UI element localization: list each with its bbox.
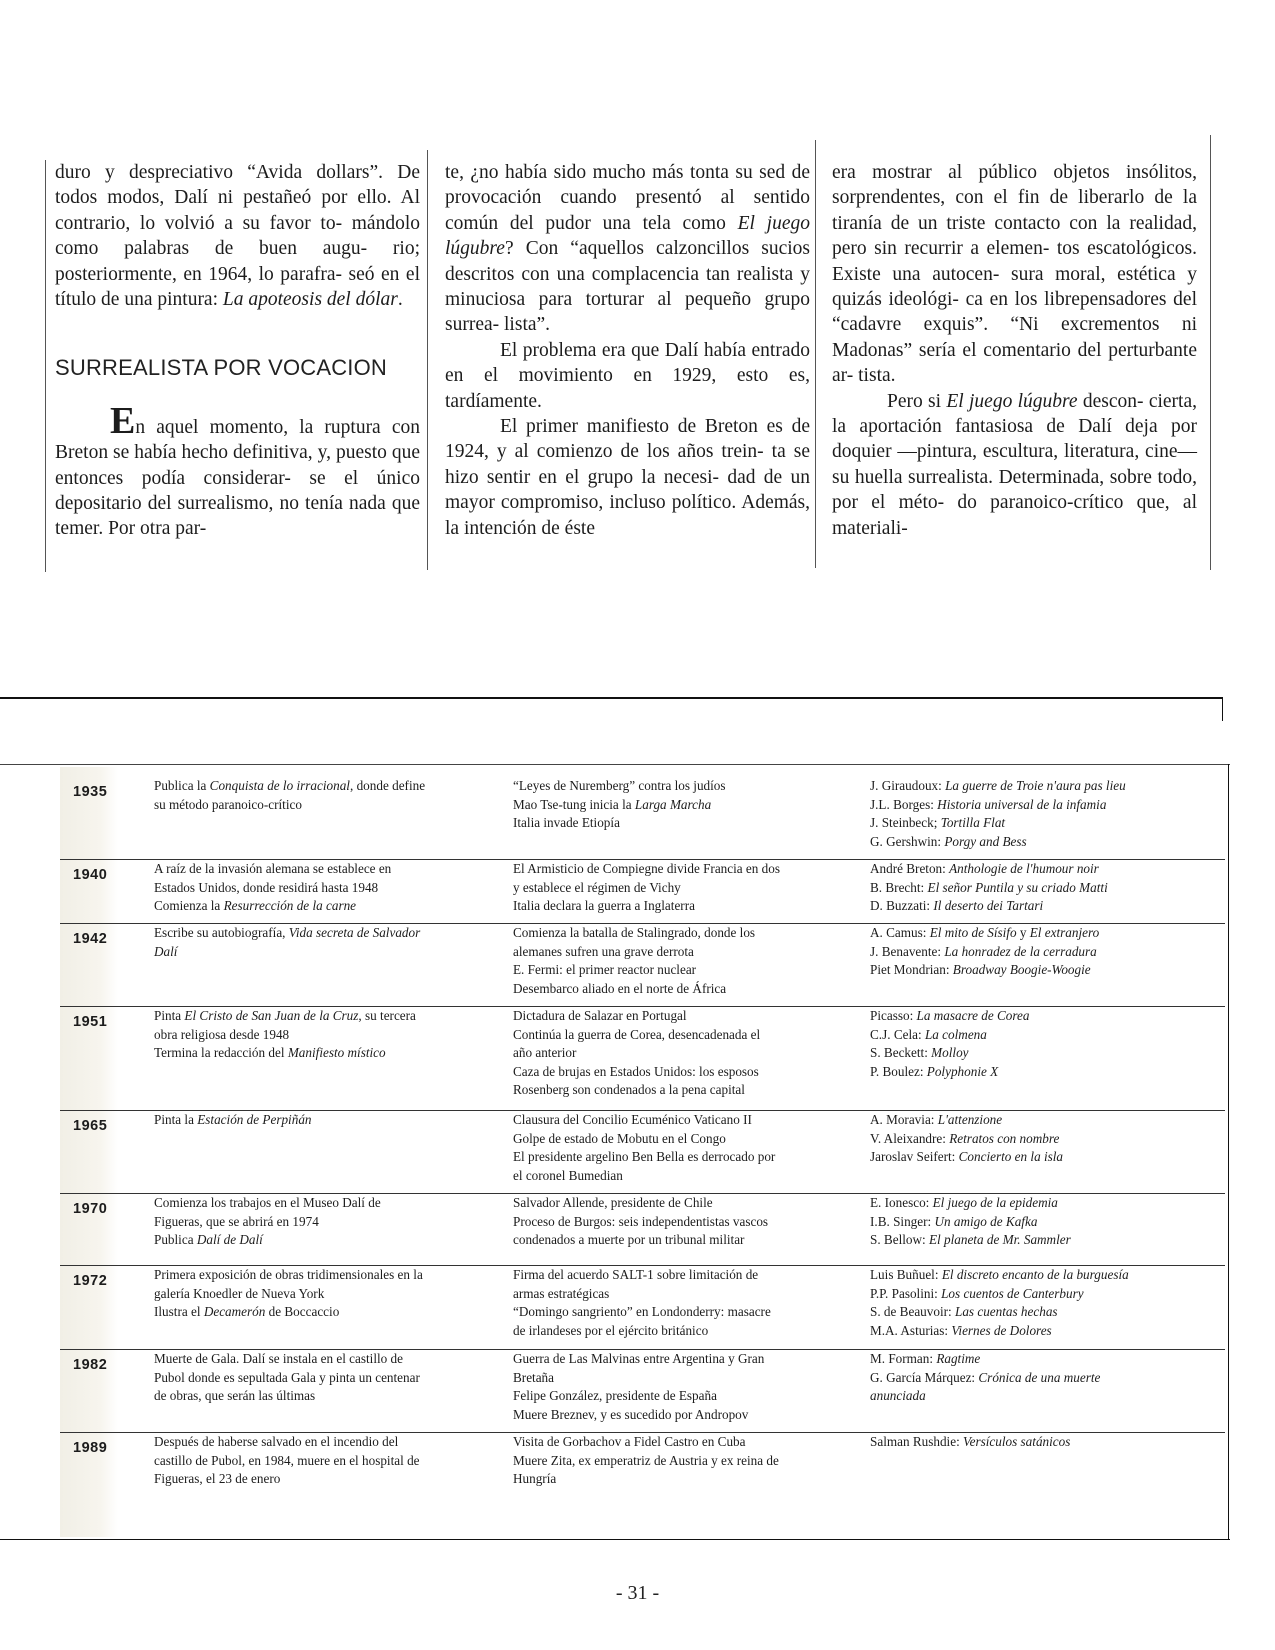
table-header-rule [0, 764, 1230, 765]
cell-line: Figueras, el 23 de enero [154, 1471, 281, 1487]
column-rule [815, 140, 816, 568]
culture-cell [870, 777, 1200, 851]
separator-line [60, 1432, 1225, 1433]
cell-line: E. Fermi: el primer reactor nuclear [513, 962, 697, 978]
cell-line: A. Moravia: L'attenzione [870, 1112, 1003, 1127]
cell-line: Muerte de Gala. Dalí se instala en el castillo de [154, 1351, 404, 1366]
cell-line: anunciada [870, 1388, 926, 1404]
cell-line: Primera exposición de obras tridimensionales en la [154, 1267, 423, 1282]
history-cell [513, 1111, 838, 1185]
cell-line: Muere Zita, ex emperatriz de Austria y ex reina de [513, 1452, 779, 1468]
cell-line: André Breton: Anthologie de l'humour noir [870, 861, 1099, 876]
cell-line: M. Forman: Ragtime [870, 1351, 981, 1366]
dali-cell [154, 1111, 479, 1130]
cell-line: E. Ionesco: El juego de la epidemia [870, 1195, 1058, 1210]
cell-line: Luis Buñuel: El discreto encanto de la burguesía [870, 1267, 1129, 1282]
cell-line: Salvador Allende, presidente de Chile [513, 1195, 713, 1210]
cell-line: M.A. Asturias: Viernes de Dolores [870, 1322, 1052, 1338]
cell-line: Después de haberse salvado en el incendio del [154, 1434, 399, 1449]
table-bottom-rule [0, 1539, 1230, 1540]
cell-line: G. Gershwin: Porgy and Bess [870, 833, 1027, 849]
culture-cell [870, 1433, 1200, 1452]
chronology-table [0, 697, 1230, 1540]
history-cell [513, 777, 838, 833]
cell-line: “Leyes de Nuremberg” contra los judíos [513, 778, 726, 793]
year-label: 1935 [73, 784, 108, 800]
year-label: 1982 [73, 1357, 108, 1373]
cell-line: P. Boulez: Polyphonie X [870, 1063, 999, 1079]
cell-line: Mao Tse-tung inicia la Larga Marcha [513, 796, 712, 812]
cell-line: Pinta El Cristo de San Juan de la Cruz, su tercera [154, 1008, 416, 1023]
cell-line: J.L. Borges: Historia universal de la infamia [870, 796, 1107, 812]
column-rule [45, 160, 46, 572]
separator-line [60, 859, 1225, 860]
table-right-rule [1228, 764, 1229, 1540]
cell-line: Pubol donde es sepultada Gala y pinta un centenar [154, 1369, 420, 1385]
cell-line: de irlandeses por el ejército británico [513, 1322, 709, 1338]
paragraph: El primer manifiesto de Breton es de 1924, y al comienzo de los años trein- ta se hizo sentir en el grupo la necesi- dad de un mayor compromiso, incluso político. Además, la intención de éste [445, 416, 811, 539]
page-number: - 31 - [615, 1582, 660, 1604]
culture-cell [870, 1111, 1200, 1167]
separator-line [60, 1193, 1225, 1194]
cell-line: Estados Unidos, donde residirá hasta 1948 [154, 879, 379, 895]
cell-line: S. Beckett: Molloy [870, 1045, 969, 1061]
culture-cell [870, 1350, 1200, 1406]
cell-line: Salman Rushdie: Versículos satánicos [870, 1434, 1071, 1449]
cell-line: de obras, que serán las últimas [154, 1388, 316, 1404]
cell-line: Comienza la batalla de Stalingrado, donde los [513, 925, 756, 940]
cell-line: obra religiosa desde 1948 [154, 1026, 290, 1042]
dali-cell [154, 1194, 479, 1250]
cell-line: Italia declara la guerra a Inglaterra [513, 898, 695, 914]
culture-cell [870, 1007, 1200, 1081]
cell-line: alemanes sufren una grave derrota [513, 943, 694, 959]
dali-cell [154, 1266, 479, 1322]
cell-line: Escribe su autobiografía, Vida secreta de Salvador [154, 925, 421, 940]
history-cell [513, 1433, 838, 1489]
year-label: 1972 [73, 1273, 108, 1289]
cell-line: armas estratégicas [513, 1285, 610, 1301]
cell-line: Proceso de Burgos: seis independentistas vascos [513, 1213, 769, 1229]
dali-cell [154, 1007, 479, 1063]
history-cell [513, 1350, 838, 1424]
dali-cell [154, 860, 479, 916]
separator-line [60, 1006, 1225, 1007]
cell-line: Guerra de Las Malvinas entre Argentina y Gran [513, 1351, 765, 1366]
cell-line: Italia invade Etiopía [513, 815, 620, 831]
history-cell [513, 1266, 838, 1340]
cell-line: J. Benavente: La honradez de la cerradura [870, 943, 1097, 959]
column-rule [1210, 135, 1211, 570]
cell-line: V. Aleixandre: Retratos con nombre [870, 1130, 1060, 1146]
dali-cell [154, 1433, 479, 1489]
cell-line: S. de Beauvoir: Las cuentas hechas [870, 1304, 1058, 1320]
separator-line [60, 923, 1225, 924]
year-label: 1951 [73, 1014, 108, 1030]
cell-line: Dalí [154, 943, 178, 959]
cell-line: condenados a muerte por un tribunal militar [513, 1232, 745, 1248]
cell-line: Figueras, que se abrirá en 1974 [154, 1213, 319, 1229]
paragraph: te, ¿no había sido mucho más tonta su sed de provocación cuando presentó al sentido común del pudor una tela como El juego lúgubre? Con “aquellos calzoncillos sucios descritos con una complacencia tan realista y minuciosa para torturar al pequeño grupo surrea- lista”. [445, 162, 811, 336]
history-cell [513, 924, 838, 998]
cell-line: año anterior [513, 1045, 577, 1061]
paragraph: duro y despreciativo “Avida dollars”. De todos modos, Dalí ni pestañeó por ello. Al contrario, lo volvió a su favor to- mándolo como palabras de buen augu- rio; posteriormente, en 1964, lo parafra- seó en el título de una pintura: La apoteosis del dólar. [55, 162, 421, 311]
table-corner-rule [1222, 697, 1223, 721]
cell-line: Visita de Gorbachov a Fidel Castro en Cuba [513, 1434, 746, 1449]
dali-cell [154, 924, 479, 961]
cell-line: El presidente argelino Ben Bella es derrocado por [513, 1149, 776, 1165]
article-column-3 [832, 160, 1197, 541]
year-label: 1989 [73, 1440, 108, 1456]
cell-line: Muere Breznev, y es sucedido por Andropov [513, 1406, 749, 1422]
cell-line: Firma del acuerdo SALT-1 sobre limitación de [513, 1267, 759, 1282]
table-top-rule [0, 697, 1222, 699]
column-rule [427, 150, 428, 570]
cell-line: y establece el régimen de Vichy [513, 879, 681, 895]
cell-line: el coronel Bumedian [513, 1167, 623, 1183]
cell-line: A. Camus: El mito de Sísifo y El extranjero [870, 925, 1100, 940]
dali-cell [154, 1350, 479, 1406]
cell-line: S. Bellow: El planeta de Mr. Sammler [870, 1232, 1071, 1248]
cell-line: Clausura del Concilio Ecuménico Vaticano II [513, 1112, 752, 1127]
paragraph: En aquel momento, la ruptura con Breton se había hecho definitiva, y, puesto que entonces podía considerar- se el único depositario del surrealismo, no tenía nada que temer. Por otra par- [55, 399, 420, 540]
cell-line: Comienza los trabajos en el Museo Dalí de [154, 1195, 381, 1210]
cell-line: A raíz de la invasión alemana se establece en [154, 861, 392, 876]
cell-line: Dictadura de Salazar en Portugal [513, 1008, 687, 1023]
cell-line: D. Buzzati: Il deserto dei Tartari [870, 898, 1044, 914]
dali-cell [154, 777, 479, 814]
drop-cap: E [110, 399, 136, 442]
year-label: 1940 [73, 867, 108, 883]
cell-line: Rosenberg son condenados a la pena capital [513, 1082, 745, 1098]
cell-line: Bretaña [513, 1369, 555, 1385]
year-label: 1942 [73, 931, 108, 947]
cell-line: Felipe González, presidente de España [513, 1388, 717, 1404]
history-cell [513, 1194, 838, 1250]
cell-line: Termina la redacción del Manifiesto místico [154, 1045, 386, 1061]
article-column-2 [445, 160, 810, 541]
cell-line: B. Brecht: El señor Puntila y su criado Matti [870, 879, 1108, 895]
cell-line: J. Giraudoux: La guerre de Troie n'aura pas lieu [870, 778, 1126, 793]
cell-line: Hungría [513, 1471, 557, 1487]
culture-cell [870, 924, 1200, 980]
cell-line: J. Steinbeck; Tortilla Flat [870, 815, 1006, 831]
history-cell [513, 860, 838, 916]
cell-line: G. García Márquez: Crónica de una muerte [870, 1369, 1101, 1385]
cell-line: P.P. Pasolini: Los cuentos de Canterbury [870, 1285, 1084, 1301]
cell-line: Jaroslav Seifert: Concierto en la isla [870, 1149, 1064, 1165]
year-label: 1965 [73, 1118, 108, 1134]
article-column-1 [55, 160, 420, 542]
cell-line: Golpe de estado de Mobutu en el Congo [513, 1130, 726, 1146]
cell-line: su método paranoico-crítico [154, 796, 302, 812]
cell-line: galería Knoedler de Nueva York [154, 1285, 325, 1301]
section-heading: SURREALISTA POR VOCACION [55, 355, 388, 381]
cell-line: castillo de Pubol, en 1984, muere en el hospital de [154, 1452, 420, 1468]
separator-line [60, 1265, 1225, 1266]
cell-line: Desembarco aliado en el norte de África [513, 980, 727, 996]
cell-line: I.B. Singer: Un amigo de Kafka [870, 1213, 1038, 1229]
cell-line: “Domingo sangriento” en Londonderry: masacre [513, 1304, 771, 1320]
culture-cell [870, 860, 1200, 916]
cell-line: C.J. Cela: La colmena [870, 1026, 987, 1042]
year-label: 1970 [73, 1201, 108, 1217]
culture-cell [870, 1194, 1200, 1250]
cell-line: Picasso: La masacre de Corea [870, 1008, 1030, 1023]
cell-line: Publica Dalí de Dalí [154, 1232, 263, 1248]
cell-line: Piet Mondrian: Broadway Boogie-Woogie [870, 962, 1091, 978]
cell-line: El Armisticio de Compiegne divide Francia en dos [513, 861, 780, 876]
cell-line: Ilustra el Decamerón de Boccaccio [154, 1304, 340, 1320]
cell-line: Continúa la guerra de Corea, desencadenada el [513, 1026, 761, 1042]
cell-line: Pinta la Estación de Perpiñán [154, 1112, 312, 1127]
culture-cell [870, 1266, 1200, 1340]
separator-line [60, 1110, 1225, 1111]
separator-line [60, 1349, 1225, 1350]
cell-line: Caza de brujas en Estados Unidos: los esposos [513, 1063, 759, 1079]
cell-line: Publica la Conquista de lo irracional, donde define [154, 778, 426, 793]
paragraph: Pero si El juego lúgubre descon- cierta, la aportación fantasiosa de Dalí deja por doquier —pintura, escultura, literatura, cine— su huella surrealista. Determinada, sobre todo, por el méto- do paranoico-crítico que, al materiali- [832, 390, 1198, 539]
cell-line: Comienza la Resurrección de la carne [154, 898, 357, 914]
history-cell [513, 1007, 838, 1100]
paragraph: era mostrar al público objetos insólitos, sorprendentes, con el fin de liberarlo de la tiranía de un triste contacto con la realidad, pero sin recurrir a elemen- tos escatológicos. Existe una autocen- sura moral, estética y quizás ideológi- ca en los librepensadores del “cadavre exquis”. “Ni excrementos ni Madonas” sería el comentario del perturbante ar- tista. [832, 162, 1197, 387]
paragraph: El problema era que Dalí había entrado en el movimiento en 1929, esto es, tardíamente. [445, 339, 810, 412]
